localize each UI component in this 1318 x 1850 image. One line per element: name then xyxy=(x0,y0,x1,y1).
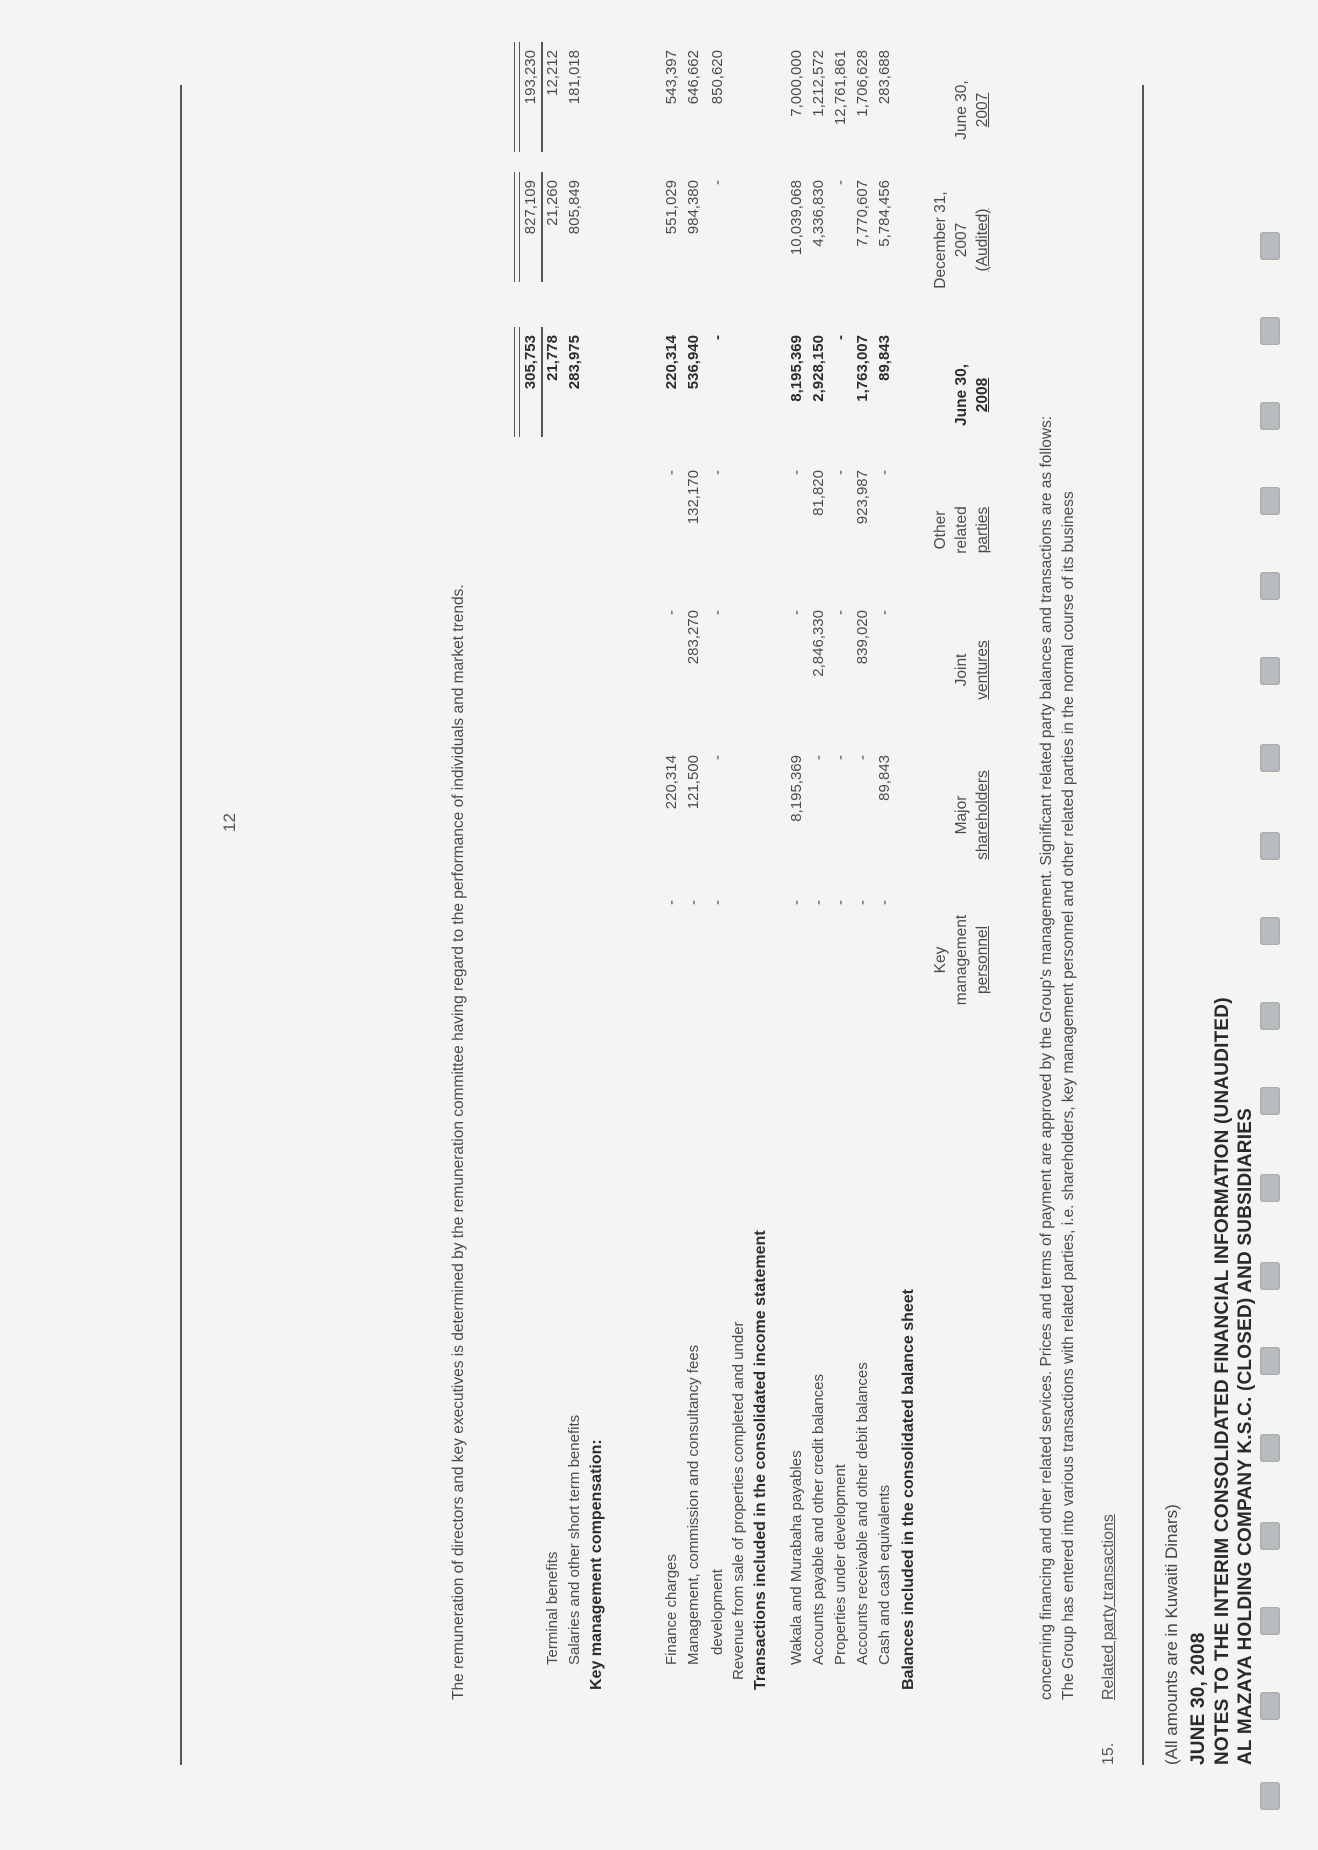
kmc-cell-dec07: 21,260 xyxy=(544,180,561,226)
kmc-cell-jun08: 283,975 xyxy=(566,335,583,390)
transactions-cell-dec07: 984,380 xyxy=(685,180,702,235)
revenue-label-line2: development xyxy=(709,1569,726,1655)
kmc-row-label: Salaries and other short term benefits xyxy=(566,1414,583,1665)
transactions-cell-other: - xyxy=(663,470,680,475)
balances-cell-other: - xyxy=(876,470,893,475)
balances-cell-jun08: 2,928,150 xyxy=(810,335,827,402)
balances-cell-jun08: 1,763,007 xyxy=(854,335,871,402)
balances-cell-kmp: - xyxy=(788,900,805,905)
balances-cell-major: - xyxy=(832,755,849,760)
binder-hole xyxy=(1260,232,1280,260)
kmc-total-jun08: 305,753 xyxy=(522,335,539,390)
col-head-other: Other related parties xyxy=(932,506,991,554)
transactions-cell-joint: - xyxy=(709,610,726,615)
balances-row-label: Properties under development xyxy=(832,1464,849,1665)
kmc-cell-dec07: 805,849 xyxy=(566,180,583,235)
report-title: NOTES TO THE INTERIM CONSOLIDATED FINANCIAL INFORMATION (UNAUDITED) xyxy=(1212,997,1233,1765)
balances-cell-joint: - xyxy=(876,610,893,615)
binder-hole xyxy=(1260,1347,1280,1375)
transactions-cell-jun07: 850,620 xyxy=(709,50,726,105)
balances-cell-joint: - xyxy=(788,610,805,615)
binder-hole xyxy=(1260,832,1280,860)
transactions-cell-jun07: 646,662 xyxy=(685,50,702,105)
transactions-cell-jun07: 543,397 xyxy=(663,50,680,105)
balances-cell-major: 8,195,369 xyxy=(788,755,805,822)
balances-cell-kmp: - xyxy=(832,900,849,905)
transactions-row-label: Finance charges xyxy=(663,1554,680,1665)
subtotal-rule xyxy=(541,42,543,152)
binder-hole xyxy=(1260,917,1280,945)
kmc-cell-jun07: 181,018 xyxy=(566,50,583,105)
kmc-total-jun07: 193,230 xyxy=(522,50,539,105)
binder-hole xyxy=(1260,1174,1280,1202)
header-rule xyxy=(1142,85,1144,1765)
binder-hole xyxy=(1260,572,1280,600)
balances-cell-jun07: 1,706,628 xyxy=(854,50,871,117)
binder-hole xyxy=(1260,402,1280,430)
binder-hole xyxy=(1260,1087,1280,1115)
page-number: 12 xyxy=(220,813,239,832)
col-head-jun08: June 30, 2008 xyxy=(953,363,991,427)
balances-row-label: Wakala and Murabaha payables xyxy=(788,1450,805,1665)
transactions-cell-kmp: - xyxy=(709,900,726,905)
balances-cell-dec07: 4,336,830 xyxy=(810,180,827,247)
transactions-cell-jun08: 536,940 xyxy=(685,335,702,390)
balances-cell-kmp: - xyxy=(810,900,827,905)
balances-cell-other: - xyxy=(788,470,805,475)
col-head-kmp: Key management personnel xyxy=(932,914,991,1006)
balances-cell-dec07: - xyxy=(832,180,849,185)
transactions-cell-joint: 283,270 xyxy=(685,610,702,665)
transactions-cell-major: 121,500 xyxy=(685,755,702,810)
balances-cell-other: 81,820 xyxy=(810,470,827,516)
transactions-cell-kmp: - xyxy=(685,900,702,905)
kmc-cell-jun08: 21,778 xyxy=(544,335,561,381)
col-head-jun07: June 30, 2007 xyxy=(953,80,991,140)
currency-note: (All amounts are in Kuwaiti Dinars) xyxy=(1162,1504,1181,1765)
transactions-cell-dec07: 551,029 xyxy=(663,180,680,235)
balances-cell-jun08: 89,843 xyxy=(876,335,893,381)
transactions-cell-other: - xyxy=(709,470,726,475)
balances-row-label: Cash and cash equivalents xyxy=(876,1484,893,1665)
total-double-rule xyxy=(514,172,520,282)
col-head-joint: Joint ventures xyxy=(953,640,991,700)
binder-hole xyxy=(1260,317,1280,345)
binder-hole xyxy=(1260,1782,1280,1810)
revenue-label-line1: Revenue from sale of properties completed and under xyxy=(730,1321,747,1680)
transactions-cell-major: 220,314 xyxy=(663,755,680,810)
col-head-major: Major shareholders xyxy=(953,770,991,860)
balances-cell-dec07: 5,784,456 xyxy=(876,180,893,247)
binder-hole xyxy=(1260,1607,1280,1635)
balances-cell-jun07: 283,688 xyxy=(876,50,893,105)
balances-cell-dec07: 7,770,607 xyxy=(854,180,871,247)
balances-row-label: Accounts receivable and other debit balances xyxy=(854,1362,871,1665)
binder-hole xyxy=(1260,487,1280,515)
balances-cell-kmp: - xyxy=(854,900,871,905)
balances-cell-joint: 839,020 xyxy=(854,610,871,665)
total-double-rule xyxy=(514,42,520,152)
transactions-cell-kmp: - xyxy=(663,900,680,905)
report-date: JUNE 30, 2008 xyxy=(1188,1632,1209,1765)
binder-hole xyxy=(1260,1434,1280,1462)
binder-hole xyxy=(1260,744,1280,772)
kmc-total-dec07: 827,109 xyxy=(522,180,539,235)
kmc-cell-jun07: 12,212 xyxy=(544,50,561,96)
balances-cell-major: - xyxy=(854,755,871,760)
balances-cell-kmp: - xyxy=(876,900,893,905)
section-number: 15. xyxy=(1100,1742,1117,1765)
subtotal-rule xyxy=(541,172,543,282)
intro-paragraph-line1: The Group has entered into various transactions with related parties, i.e. shareholders, key management personnel and other related parties in the normal course of its business xyxy=(1060,491,1077,1700)
transactions-cell-jun08: - xyxy=(709,335,726,340)
binder-hole xyxy=(1260,657,1280,685)
company-name: AL MAZAYA HOLDING COMPANY K.S.C. (CLOSED) AND SUBSIDIARIES xyxy=(1235,1108,1256,1765)
balances-cell-major: 89,843 xyxy=(876,755,893,801)
binder-hole xyxy=(1260,1262,1280,1290)
balances-cell-jun07: 12,761,861 xyxy=(832,50,849,126)
balances-row-label: Accounts payable and other credit balances xyxy=(810,1373,827,1665)
balances-cell-major: - xyxy=(810,755,827,760)
transactions-cell-other: 132,170 xyxy=(685,470,702,525)
transactions-row-label: Management, commission and consultancy fees xyxy=(685,1344,702,1665)
transactions-cell-dec07: - xyxy=(709,180,726,185)
balances-cell-joint: 2,846,330 xyxy=(810,610,827,677)
balances-cell-joint: - xyxy=(832,610,849,615)
col-head-dec07: December 31, 2007 (Audited) xyxy=(932,191,991,289)
transactions-cell-joint: - xyxy=(663,610,680,615)
subtotal-rule xyxy=(541,327,543,437)
balances-cell-jun08: - xyxy=(832,335,849,340)
binder-hole xyxy=(1260,1002,1280,1030)
balances-title: Balances included in the consolidated balance sheet xyxy=(900,1289,917,1690)
binder-hole xyxy=(1260,1522,1280,1550)
kmc-row-label: Terminal benefits xyxy=(544,1551,561,1665)
balances-cell-jun07: 7,000,000 xyxy=(788,50,805,117)
footer-rule xyxy=(180,85,182,1765)
intro-paragraph-line2: concerning financing and other related services. Prices and terms of payment are approved by the Group's management. Significant related party balances and transactions are as follows: xyxy=(1038,415,1055,1700)
balances-cell-jun07: 1,212,572 xyxy=(810,50,827,117)
balances-cell-other: 923,987 xyxy=(854,470,871,525)
kmc-title: Key management compensation: xyxy=(588,1439,605,1690)
transactions-title: Transactions included in the consolidated income statement xyxy=(752,1230,769,1690)
remuneration-note: The remuneration of directors and key executives is determined by the remuneration committee having regard to the performance of individuals and market trends. xyxy=(450,584,467,1700)
transactions-cell-jun08: 220,314 xyxy=(663,335,680,390)
binder-hole xyxy=(1260,1692,1280,1720)
total-double-rule xyxy=(514,327,520,437)
balances-cell-other: - xyxy=(832,470,849,475)
transactions-cell-major: - xyxy=(709,755,726,760)
balances-cell-dec07: 10,039,068 xyxy=(788,180,805,256)
section-title: Related party transactions xyxy=(1100,1514,1117,1700)
balances-cell-jun08: 8,195,369 xyxy=(788,335,805,402)
